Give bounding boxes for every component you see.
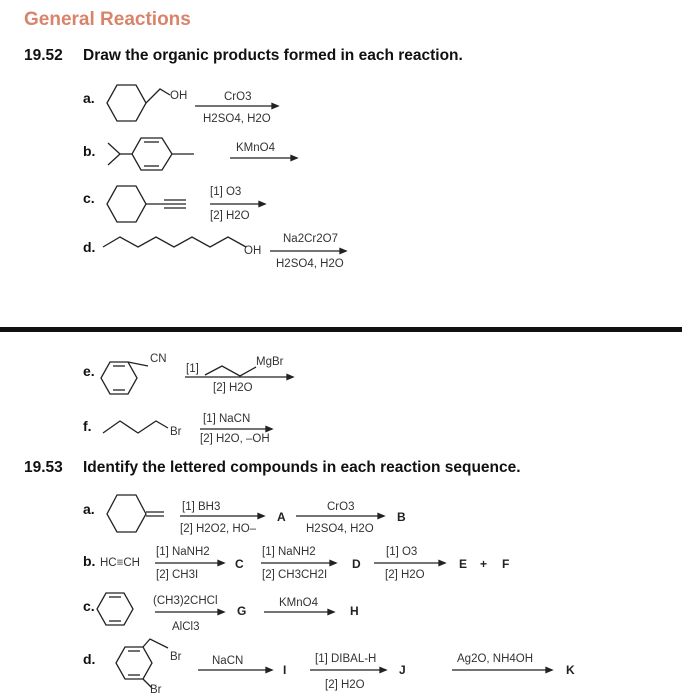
- r2-above-53d: [1] DIBAL-H: [315, 653, 377, 665]
- substituent-br-f: Br: [170, 426, 182, 438]
- product-a: A: [277, 510, 286, 524]
- product-e: E: [459, 557, 468, 571]
- substituent-oh-a: OH: [170, 90, 188, 102]
- problem-number-1952: 19.52: [24, 47, 63, 64]
- substituent-br1-53d: Br: [170, 651, 182, 663]
- start-ethyne-53b: HC≡CH: [100, 557, 140, 569]
- r1-below-53c: AlCl3: [172, 621, 200, 633]
- part53-label-a: a.: [83, 501, 95, 517]
- plus-sign: +: [480, 557, 488, 571]
- r1-below-53b: [2] CH3I: [156, 569, 199, 581]
- part-label-d: d.: [83, 239, 96, 255]
- reagent-below-c: [2] H2O: [210, 210, 250, 222]
- product-b: B: [397, 510, 406, 524]
- r2-below-53d: [2] H2O: [325, 679, 365, 691]
- reagent-above-b: KMnO4: [236, 142, 275, 154]
- r3-below-53b: [2] H2O: [385, 569, 425, 581]
- reagent-above-f: [1] NaCN: [203, 413, 251, 425]
- benzene-ring-b: [132, 138, 172, 170]
- part53-label-c: c.: [83, 598, 95, 614]
- part53-label-b: b.: [83, 553, 96, 569]
- part53-label-d: d.: [83, 651, 96, 667]
- part-label-f: f.: [83, 418, 92, 434]
- product-i: I: [283, 663, 287, 677]
- r3-above-53b: [1] O3: [386, 546, 418, 558]
- substituent-oh-d: OH: [244, 245, 262, 257]
- problem-number-1953: 19.53: [24, 459, 63, 476]
- r2-below-53a: H2SO4, H2O: [306, 523, 374, 535]
- reagent-above-d: Na2Cr2O7: [283, 233, 338, 245]
- r1-below-53a: [2] H2O2, HO–: [180, 523, 257, 535]
- cyclohexane-ring-a: [107, 85, 146, 121]
- benzene-ring-53d: [116, 647, 152, 679]
- benzene-ring-e: [101, 362, 137, 394]
- r2-above-53c: KMnO4: [279, 597, 318, 609]
- r1-above-53a: [1] BH3: [182, 501, 221, 513]
- part-label-c: c.: [83, 190, 95, 206]
- reagent-above-c: [1] O3: [210, 186, 242, 198]
- reagent-below-f: [2] H2O, –OH: [200, 433, 270, 445]
- part-label-b: b.: [83, 143, 96, 159]
- product-f: F: [502, 557, 510, 571]
- product-k: K: [566, 663, 575, 677]
- part-label-e: e.: [83, 363, 95, 379]
- cyclohexane-ring-c: [107, 186, 146, 222]
- product-j: J: [399, 663, 406, 677]
- substituent-br2-53d: Br: [150, 684, 162, 696]
- reagent-below-e: [2] H2O: [213, 382, 253, 394]
- problem-instruction-1952: Draw the organic products formed in each reaction.: [83, 47, 463, 64]
- section-title: General Reactions: [24, 9, 191, 30]
- page-divider: [0, 327, 682, 332]
- product-h: H: [350, 604, 359, 618]
- r2-below-53b: [2] CH3CH2I: [262, 569, 328, 581]
- substituent-cn-e: CN: [150, 353, 167, 365]
- reagent-above-a: CrO3: [224, 91, 252, 103]
- reagent-mgbr-e: MgBr: [256, 356, 284, 368]
- product-g: G: [237, 604, 247, 618]
- r2-above-53b: [1] NaNH2: [262, 546, 316, 558]
- problem-instruction-1953: Identify the lettered compounds in each reaction sequence.: [83, 459, 521, 476]
- reagent-step1-e: [1]: [186, 363, 199, 375]
- product-c: C: [235, 557, 244, 571]
- reagent-below-a: H2SO4, H2O: [203, 113, 271, 125]
- r3-above-53d: Ag2O, NH4OH: [457, 653, 534, 665]
- cyclohexane-ring-53a: [107, 495, 146, 532]
- r1-above-53c: (CH3)2CHCl: [153, 595, 218, 607]
- benzene-ring-53c: [97, 593, 133, 625]
- reagent-below-d: H2SO4, H2O: [276, 258, 344, 270]
- part-label-a: a.: [83, 90, 95, 106]
- product-d: D: [352, 557, 361, 571]
- r1-above-53d: NaCN: [212, 655, 244, 667]
- r2-above-53a: CrO3: [327, 501, 355, 513]
- r1-above-53b: [1] NaNH2: [156, 546, 210, 558]
